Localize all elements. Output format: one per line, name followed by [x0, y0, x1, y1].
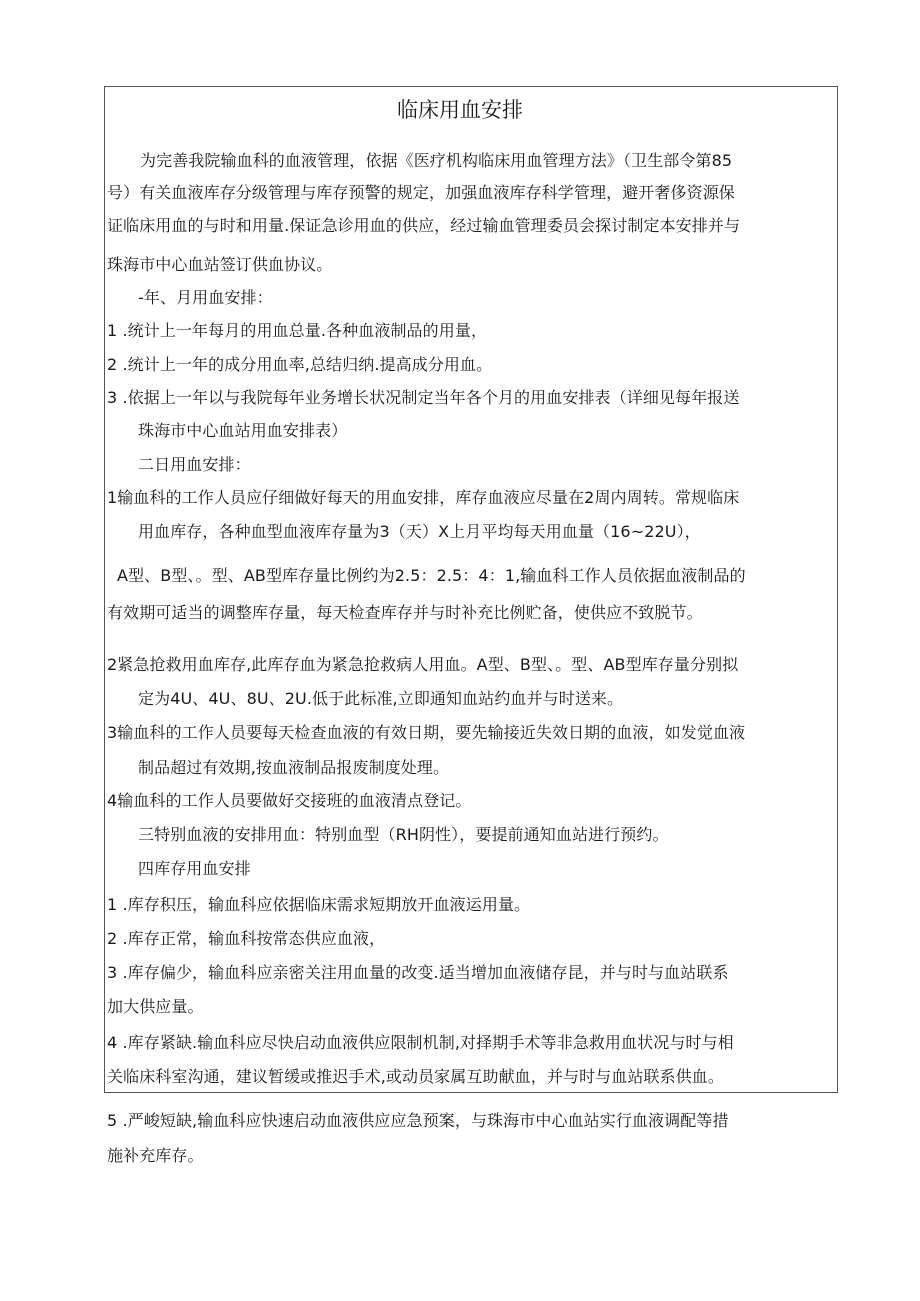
section-heading: 四库存用血安排 [138, 859, 251, 878]
paragraph-line: 号）有关血液库存分级管理与库存预警的规定，加强血液库存科学管理，避开奢侈资源保 [107, 183, 735, 202]
list-item-continuation: 制品超过有效期,按血液制品报废制度处理。 [138, 758, 450, 777]
section-heading: 二日用血安排： [138, 455, 251, 474]
document-title: 临床用血安排 [397, 98, 523, 122]
section-heading: -年、月用血安排： [138, 288, 273, 307]
list-item: 4输血科的工作人员要做好交接班的血液清点登记。 [107, 791, 472, 810]
list-item-continuation: 珠海市中心血站用血安排表） [138, 421, 348, 440]
list-item: 3 .依据上一年以与我院每年业务增长状况制定当年各个月的用血安排表（详细见每年报送 [107, 388, 740, 407]
paragraph-line: 证临床用血的与时和用量.保证急诊用血的供应，经过输血管理委员会探讨制定本安排并与 [107, 216, 741, 235]
paragraph-line: 有效期可适当的调整库存量，每天检查库存并与时补充比例贮备，使供应不致脱节。 [107, 603, 703, 622]
section-heading: 三特别血液的安排用血：特别血型（RH阴性），要提前通知血站进行预约。 [138, 825, 669, 844]
list-item: 3输血科的工作人员要每天检查血液的有效日期，要先输接近失效日期的血液，如发觉血液 [107, 723, 746, 742]
list-item: 1输血科的工作人员应仔细做好每天的用血安排，库存血液应尽量在2周内周转。常规临床 [107, 488, 740, 507]
list-item: 1 .统计上一年每月的用血总量.各种血液制品的用量， [107, 321, 488, 340]
list-item: 3 .库存偏少，输血科应亲密关注用血量的改变.适当增加血液储存昆，并与时与血站联系 [107, 963, 729, 982]
list-item-continuation: 加大供应量。 [107, 997, 204, 1016]
list-item-continuation: 关临床科室沟通，建议暂缓或推迟手术,或动员家属互助献血，并与时与血站联系供血。 [107, 1067, 724, 1086]
list-item: 1 .库存积压，输血科应依据临床需求短期放开血液运用量。 [107, 895, 531, 914]
list-item-continuation: 用血库存，各种血型血液库存量为3（天）X上月平均每天用血量（16~22U）， [138, 522, 701, 541]
list-item: 2紧急抢救用血库存,此库存血为紧急抢救病人用血。A型、B型、。型、AB型库存量分别拟 [107, 655, 739, 674]
paragraph-line: 为完善我院输血科的血液管理，依据《医疗机构临床用血管理方法》（卫生部令第85 [140, 151, 733, 170]
list-item: 4 .库存紧缺.输血科应尽快启动血液供应限制机制,对择期手术等非急救用血状况与时与相 [107, 1033, 734, 1052]
list-item: 2 .统计上一年的成分用血率,总结归纳.提高成分用血。 [107, 355, 493, 374]
list-item: 5 .严峻短缺,输血科应快速启动血液供应应急预案，与珠海市中心血站实行血液调配等措 [107, 1111, 729, 1130]
list-item-continuation: 施补充库存。 [107, 1146, 204, 1165]
list-item: 2 .库存正常，输血科按常态供应血液， [107, 929, 386, 948]
list-item-continuation: 定为4U、4U、8U、2U.低于此标准,立即通知血站约血并与时送来。 [138, 689, 624, 708]
paragraph-line: A型、B型、。型、AB型库存量比例约为2.5：2.5：4：1,输血科工作人员依据血液制品的 [117, 566, 746, 585]
paragraph-line: 珠海市中心血站签订供血协议。 [107, 255, 333, 274]
